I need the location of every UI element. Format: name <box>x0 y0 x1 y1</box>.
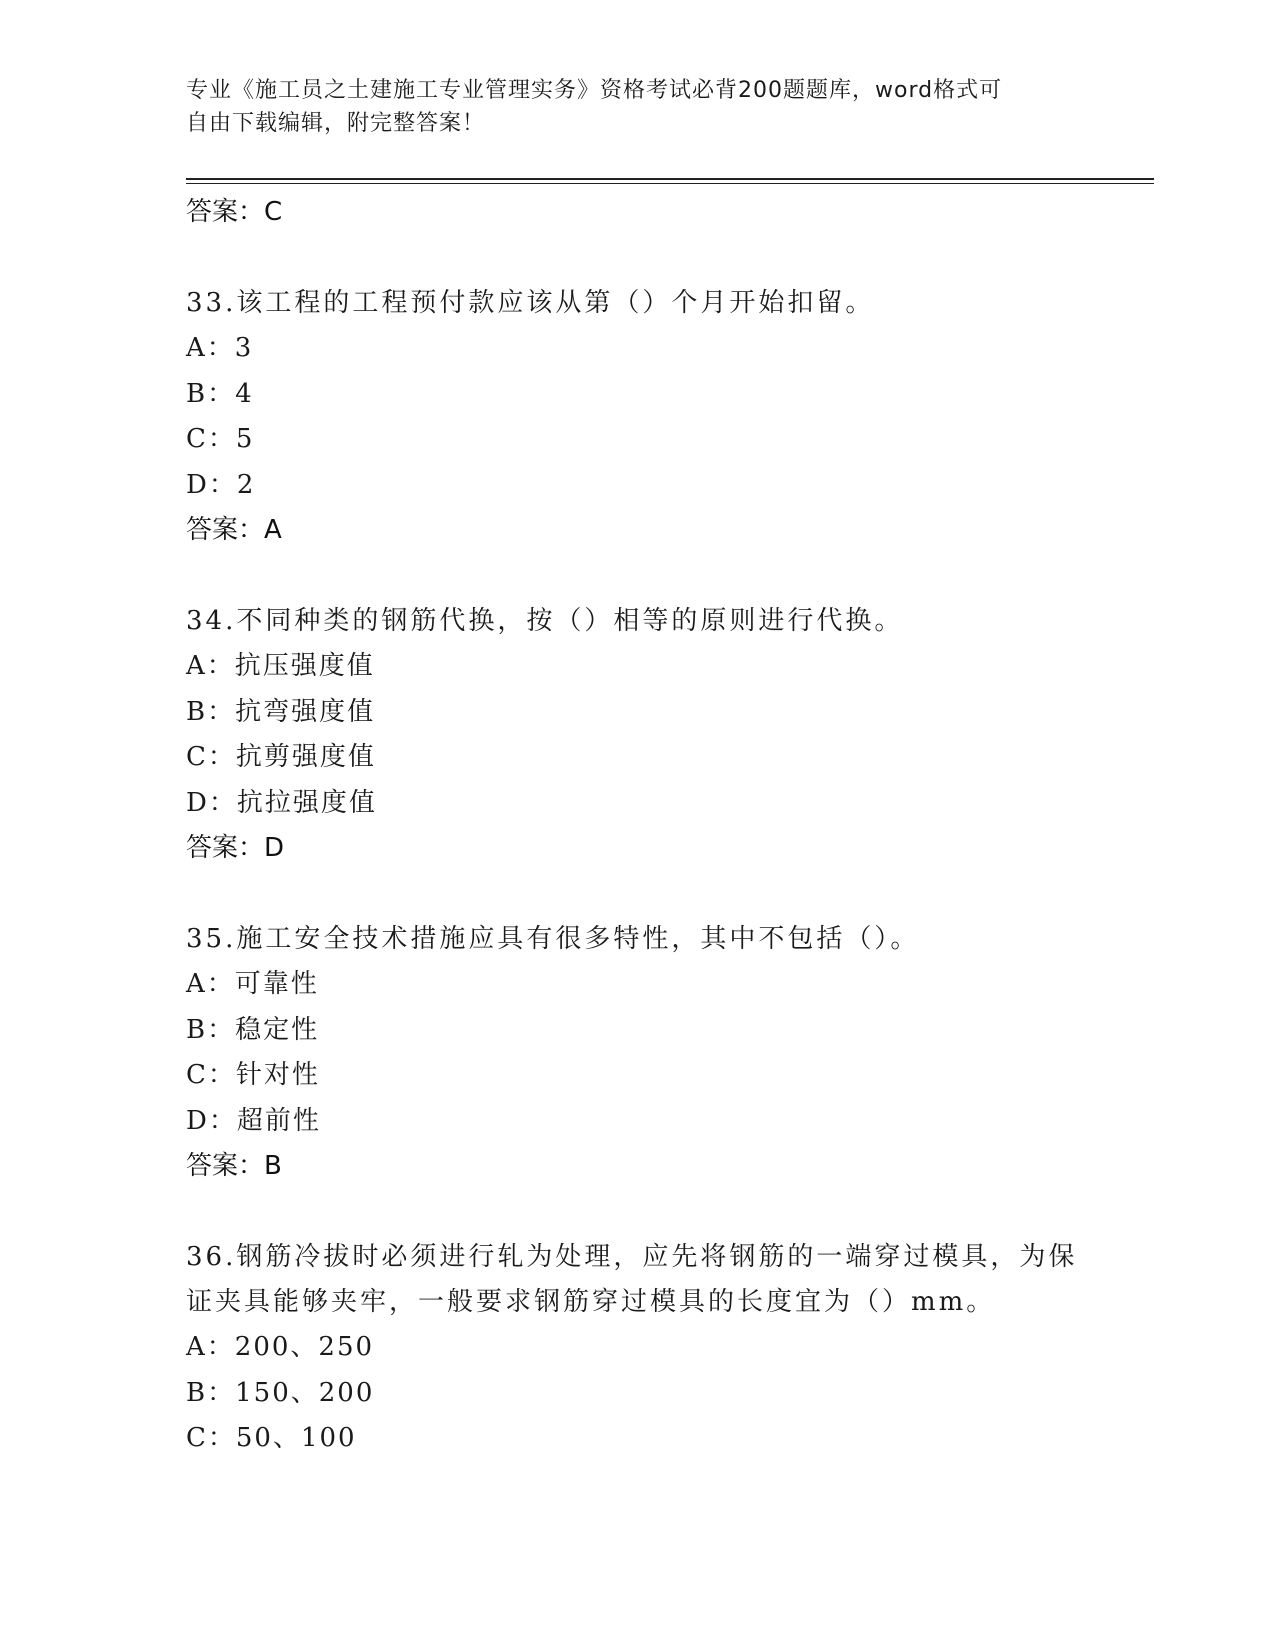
spacer <box>186 1189 1136 1235</box>
option-c: C：5 <box>186 424 255 454</box>
question-33 <box>186 281 1136 553</box>
option-a: A：3 <box>186 333 254 363</box>
spacer <box>186 871 1136 917</box>
question-35 <box>186 917 1136 1189</box>
question-text: 35.施工安全技术措施应具有很多特性，其中不包括（）。 <box>186 924 920 954</box>
option-a: A：200、250 <box>186 1332 375 1362</box>
option-c: C：抗剪强度值 <box>186 742 376 772</box>
document-header <box>186 74 1066 140</box>
option-b: B：稳定性 <box>186 1014 320 1045</box>
spacer <box>186 235 1136 281</box>
option-c: C：针对性 <box>186 1060 320 1090</box>
answer-line: 答案：C <box>186 197 283 227</box>
option-d: D：超前性 <box>186 1105 321 1136</box>
option-b: B：150、200 <box>186 1377 375 1408</box>
question-text-line-1: 36.钢筋冷拔时必须进行轧为处理，应先将钢筋的一端穿过模具，为保 <box>186 1242 1078 1272</box>
question-34 <box>186 599 1136 871</box>
answer-line: 答案：D <box>186 833 285 863</box>
question-text: 33.该工程的工程预付款应该从第（）个月开始扣留。 <box>186 288 875 318</box>
answer-line: 答案：A <box>186 515 282 545</box>
question-36 <box>186 1235 1136 1462</box>
answer-line: 答案：B <box>186 1151 282 1181</box>
header-line-1: 专业《施工员之土建施工专业管理实务》资格考试必背200题题库，word格式可 <box>186 78 1003 103</box>
spacer <box>186 553 1136 599</box>
option-d: D：抗拉强度值 <box>186 787 377 818</box>
option-a: A：可靠性 <box>186 969 319 999</box>
option-d: D：2 <box>186 469 256 500</box>
question-text-line-2: 证夹具能够夹牢，一般要求钢筋穿过模具的长度宜为（）mm。 <box>186 1287 996 1317</box>
header-rule-thin <box>186 183 1154 184</box>
question-list <box>186 188 1136 1462</box>
header-rule-thick <box>186 178 1154 180</box>
option-c: C：50、100 <box>186 1423 357 1453</box>
header-line-2: 自由下载编辑，附完整答案！ <box>186 111 486 136</box>
option-a: A：抗压强度值 <box>186 651 375 681</box>
question-text: 34.不同种类的钢筋代换，按（）相等的原则进行代换。 <box>186 606 904 636</box>
option-b: B：4 <box>186 378 254 409</box>
option-b: B：抗弯强度值 <box>186 696 376 727</box>
